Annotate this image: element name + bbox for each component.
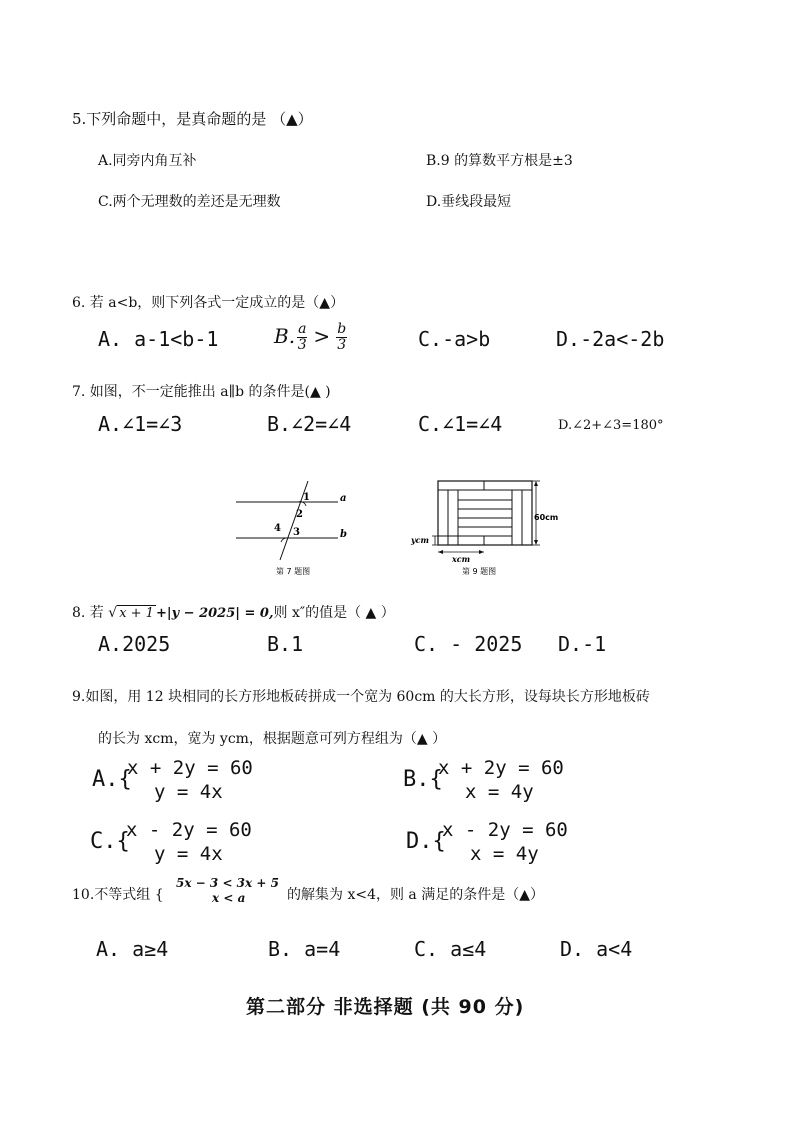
fig7-label-4: 4 xyxy=(274,523,281,534)
q9-stem-line-2: 的长为 xcm，宽为 ycm，根据题意可列方程组为（▲ ） xyxy=(98,731,447,747)
q10-option-d: D. a<4 xyxy=(560,937,633,961)
q7-option-d: D.∠2+∠3=180° xyxy=(558,418,664,433)
q10-prefix: 10.不等式组 { xyxy=(72,887,164,903)
q9-a-eq2: y = 4x xyxy=(154,781,223,803)
q6-option-a: A. a-1<b-1 xyxy=(98,327,219,351)
q5-option-a: A.同旁内角互补 xyxy=(98,153,197,169)
q6-b-label: B. xyxy=(274,324,296,348)
q9-c-label: C.{ xyxy=(90,829,130,854)
figure-7 xyxy=(232,476,362,584)
q10-system-row-1: 5x − 3 < 3x + 5 xyxy=(176,876,279,890)
q6-option-d: D.-2a<-2b xyxy=(556,327,665,351)
q6-stem: 6. 若 a<b，则下列各式一定成立的是（▲） xyxy=(72,295,345,311)
q6-b-frac-1: $\frac{a}{3}$ xyxy=(297,321,307,353)
fig9-label-60cm: 60cm xyxy=(534,513,559,522)
q9-b-label: B.{ xyxy=(403,767,443,792)
q9-a-eq1: x + 2y = 60 xyxy=(127,757,253,779)
q5-option-b: B.9 的算数平方根是±3 xyxy=(426,153,573,169)
figure-9 xyxy=(404,476,564,584)
fig7-label-1: 1 xyxy=(303,492,310,503)
q6-b-op: > xyxy=(313,324,331,348)
fig7-label-a: a xyxy=(340,493,347,504)
q5-option-c: C.两个无理数的差还是无理数 xyxy=(98,194,281,210)
q10-option-c: C. a≤4 xyxy=(414,937,487,961)
q8-option-c: C. - 2025 xyxy=(414,632,523,656)
q9-b-eq1: x + 2y = 60 xyxy=(438,757,564,779)
q7-stem: 7. 如图，不一定能推出 a∥b 的条件是(▲ ) xyxy=(72,384,331,400)
q9-c-eq2: y = 4x xyxy=(154,843,223,865)
q6-b-frac-2: $\frac{b}{3}$ xyxy=(337,321,347,353)
q6-option-c: C.-a>b xyxy=(418,327,491,351)
q9-d-eq1: x - 2y = 60 xyxy=(442,819,568,841)
q9-c-eq1: x - 2y = 60 xyxy=(126,819,252,841)
q7-option-b: B.∠2=∠4 xyxy=(267,412,352,436)
q7-option-c: C.∠1=∠4 xyxy=(418,412,503,436)
q9-stem-line-1: 9.如图，用 12 块相同的长方形地板砖拼成一个宽为 60cm 的大长方形，设每块长方形地板砖 xyxy=(72,689,650,705)
q10-suffix: 的解集为 x<4，则 a 满足的条件是（▲） xyxy=(287,887,544,903)
q10-option-a: A. a≥4 xyxy=(96,937,169,961)
fig7-caption: 第 7 题图 xyxy=(276,567,311,576)
q8-stem xyxy=(72,602,395,622)
q9-d-eq2: x = 4y xyxy=(470,843,539,865)
q5-option-d: D.垂线段最短 xyxy=(426,194,512,210)
q7-option-a: A.∠1=∠3 xyxy=(98,412,183,436)
fig9-caption: 第 9 题图 xyxy=(462,567,497,576)
q8-option-b: B.1 xyxy=(267,632,304,656)
section-title: 第二部分 非选择题 (共 90 分) xyxy=(246,996,525,1018)
sqrt-icon: √ xyxy=(108,605,118,621)
fig9-label-xcm: xcm xyxy=(452,554,471,564)
q8-option-d: D.-1 xyxy=(558,632,607,656)
q8-option-a: A.2025 xyxy=(98,632,171,656)
q8-stem-suffix: 则 x″的值是（ ▲ ） xyxy=(273,605,395,621)
fig9-label-ycm: ycm xyxy=(411,535,429,545)
q9-b-eq2: x = 4y xyxy=(465,781,534,803)
q10-option-b: B. a=4 xyxy=(268,937,341,961)
q10-system-row-2: x < a xyxy=(212,891,246,905)
fig7-label-2: 2 xyxy=(296,509,303,520)
q5-stem: 5.下列命题中，是真命题的是 （▲） xyxy=(72,110,313,128)
q9-d-label: D.{ xyxy=(406,829,446,854)
q8-sqrt-content: x + 1 xyxy=(119,606,154,621)
q6-option-b xyxy=(274,322,349,353)
fig7-label-b: b xyxy=(340,529,347,540)
q8-stem-prefix: 8. 若 xyxy=(72,605,104,621)
q9-a-label: A.{ xyxy=(92,767,132,792)
fig7-label-3: 3 xyxy=(293,527,300,538)
q8-abs-part: +|y − 2025| = 0, xyxy=(155,606,274,621)
